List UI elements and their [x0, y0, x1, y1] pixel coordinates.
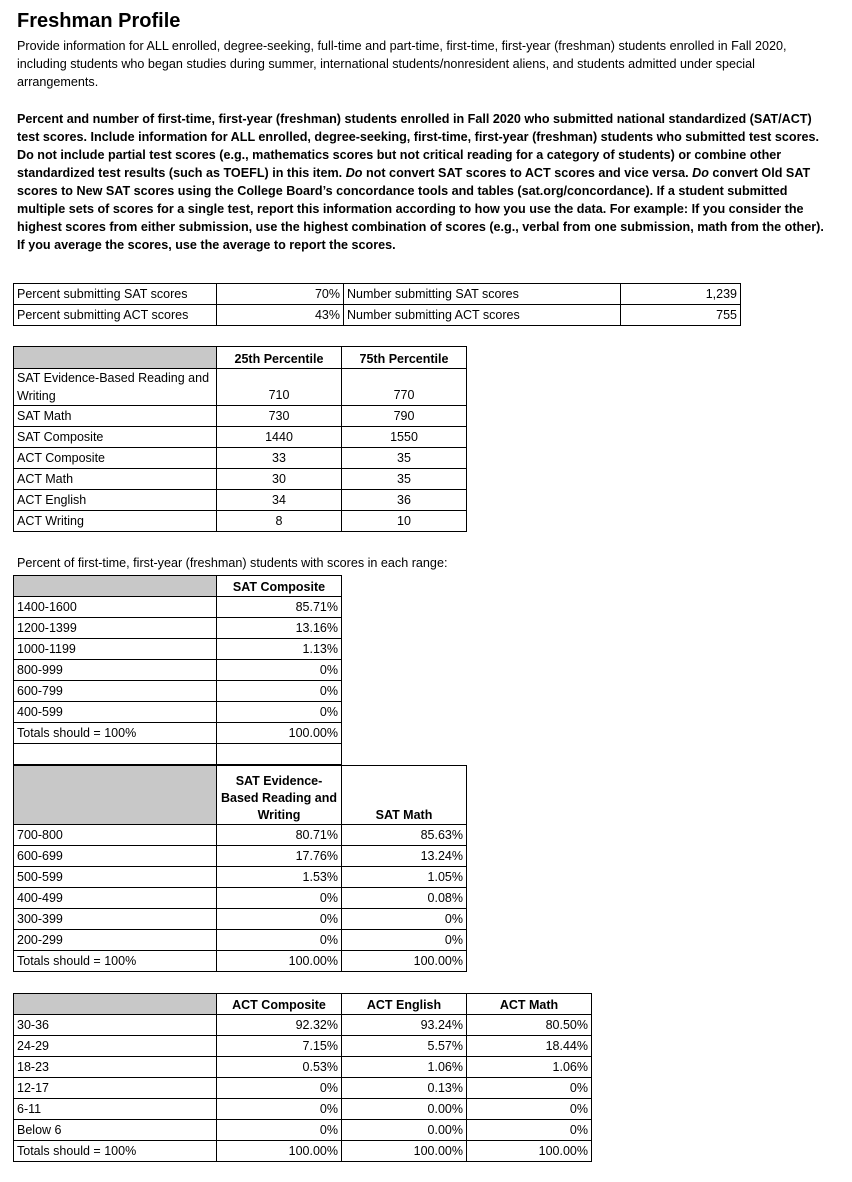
table-row [14, 681, 342, 702]
english-value: 1.06% [342, 1057, 467, 1078]
composite-value: 0% [217, 1120, 342, 1141]
math-value: 0% [467, 1099, 592, 1120]
table-row [14, 490, 467, 511]
table-row [14, 1057, 592, 1078]
p25-value: 30 [217, 469, 342, 490]
p25-value: 710 [217, 369, 342, 406]
english-value: 0.00% [342, 1120, 467, 1141]
range-label: 400-599 [14, 702, 217, 723]
math-value: 80.50% [467, 1015, 592, 1036]
math-value: 85.63% [342, 825, 467, 846]
math-value: 1.05% [342, 867, 467, 888]
math-value: 18.44% [467, 1036, 592, 1057]
header-act-composite: ACT Composite [217, 994, 342, 1015]
composite-value: 100.00% [217, 1141, 342, 1162]
composite-value: 0% [217, 1099, 342, 1120]
submit-sat-label: Percent submitting SAT scores [14, 284, 217, 305]
range-label: 600-799 [14, 681, 217, 702]
table-row [14, 618, 342, 639]
table-row [14, 1141, 592, 1162]
table-row [14, 369, 467, 406]
ebrw-value: 0% [217, 930, 342, 951]
sat-composite-table [13, 575, 342, 765]
ebrw-value: 80.71% [217, 825, 342, 846]
composite-value: 0.53% [217, 1057, 342, 1078]
table-row [14, 305, 741, 326]
table-row [14, 702, 342, 723]
sat-sections-table [13, 765, 467, 972]
percentiles-table [13, 346, 467, 532]
math-value: 13.24% [342, 846, 467, 867]
submit-act-label: Percent submitting ACT scores [14, 305, 217, 326]
submit-sat-number: 1,239 [621, 284, 741, 305]
table-row [14, 639, 342, 660]
header-act-english: ACT English [342, 994, 467, 1015]
range-value: 100.00% [217, 723, 342, 744]
range-value: 1.13% [217, 639, 342, 660]
table-row [14, 888, 467, 909]
english-value: 0.00% [342, 1099, 467, 1120]
instructions-do-2: Do [692, 166, 709, 180]
range-label: 24-29 [14, 1036, 217, 1057]
math-value: 0% [467, 1078, 592, 1099]
sat-composite-corner [14, 576, 217, 597]
row-label: SAT Math [14, 406, 217, 427]
p25-value: 34 [217, 490, 342, 511]
table-row [14, 723, 342, 744]
p25-value: 1440 [217, 427, 342, 448]
ebrw-value: 0% [217, 909, 342, 930]
table-row [14, 744, 342, 765]
range-value: 0% [217, 702, 342, 723]
instructions-part-3: convert Old SAT scores to New SAT scores using the College Board’s concordance tools and tables (sat.org/concordance). If a student submitted multiple sets of scores for a single test, report this information according to how you use the data. For example: If you consider the highest scores from either submission, use the highest combination of scores (e.g., verbal from one submission, math from the other). If you average the scores, use the average to report the scores. [17, 166, 824, 252]
range-label: 300-399 [14, 909, 217, 930]
table-row [14, 951, 467, 972]
english-value: 100.00% [342, 1141, 467, 1162]
range-label: 1200-1399 [14, 618, 217, 639]
math-value: 0% [342, 909, 467, 930]
p75-value: 36 [342, 490, 467, 511]
table-row [14, 1015, 592, 1036]
p25-value: 8 [217, 511, 342, 532]
table-row [14, 1120, 592, 1141]
range-label: 600-699 [14, 846, 217, 867]
ebrw-value: 1.53% [217, 867, 342, 888]
submit-sat-num-label: Number submitting SAT scores [344, 284, 621, 305]
table-row [14, 825, 467, 846]
math-value: 100.00% [467, 1141, 592, 1162]
ebrw-value: 17.76% [217, 846, 342, 867]
range-label: 6-11 [14, 1099, 217, 1120]
p25-value: 730 [217, 406, 342, 427]
row-label: SAT Evidence-Based Reading and Writing [14, 369, 217, 406]
table-row [14, 930, 467, 951]
table-row [14, 846, 467, 867]
ebrw-value: 100.00% [217, 951, 342, 972]
instructions-part-2: not convert SAT scores to ACT scores and vice versa. [362, 166, 693, 180]
submit-act-number: 755 [621, 305, 741, 326]
header-sat-math: SAT Math [342, 766, 467, 825]
english-value: 0.13% [342, 1078, 467, 1099]
row-label: ACT Math [14, 469, 217, 490]
table-row [14, 448, 467, 469]
p75-value: 1550 [342, 427, 467, 448]
table-row [14, 597, 342, 618]
header-sat-ebrw: SAT Evidence-Based Reading and Writing [217, 766, 342, 825]
range-label: 400-499 [14, 888, 217, 909]
range-label: 700-800 [14, 825, 217, 846]
table-row [14, 1078, 592, 1099]
composite-value: 7.15% [217, 1036, 342, 1057]
range-label: 800-999 [14, 660, 217, 681]
range-value: 13.16% [217, 618, 342, 639]
math-value: 100.00% [342, 951, 467, 972]
row-label: ACT Composite [14, 448, 217, 469]
table-row [14, 511, 467, 532]
range-label: 18-23 [14, 1057, 217, 1078]
range-label: Totals should = 100% [14, 1141, 217, 1162]
header-25th: 25th Percentile [217, 347, 342, 369]
range-label: Totals should = 100% [14, 951, 217, 972]
submitting-table [13, 283, 741, 326]
instructions-do-1: Do [345, 166, 363, 180]
table-row [14, 909, 467, 930]
row-label: SAT Composite [14, 427, 217, 448]
range-label: 30-36 [14, 1015, 217, 1036]
spacer-cell [14, 744, 217, 765]
row-label: ACT English [14, 490, 217, 511]
table-row [14, 994, 592, 1015]
header-act-math: ACT Math [467, 994, 592, 1015]
table-row [14, 347, 467, 369]
math-value: 0.08% [342, 888, 467, 909]
p75-value: 790 [342, 406, 467, 427]
range-caption: Percent of first-time, first-year (freshman) students with scores in each range: [17, 556, 448, 570]
submit-sat-percent: 70% [217, 284, 344, 305]
row-label: ACT Writing [14, 511, 217, 532]
submit-act-percent: 43% [217, 305, 344, 326]
composite-value: 0% [217, 1078, 342, 1099]
spacer-cell [217, 744, 342, 765]
table-row [14, 576, 342, 597]
table-row [14, 406, 467, 427]
composite-value: 92.32% [217, 1015, 342, 1036]
range-value: 0% [217, 681, 342, 702]
ebrw-value: 0% [217, 888, 342, 909]
english-value: 5.57% [342, 1036, 467, 1057]
p75-value: 35 [342, 448, 467, 469]
range-label: 12-17 [14, 1078, 217, 1099]
submit-act-num-label: Number submitting ACT scores [344, 305, 621, 326]
p75-value: 770 [342, 369, 467, 406]
p75-value: 10 [342, 511, 467, 532]
range-label: 200-299 [14, 930, 217, 951]
page-title: Freshman Profile [17, 10, 181, 32]
instructions-text [17, 110, 832, 254]
header-sat-composite: SAT Composite [217, 576, 342, 597]
math-value: 1.06% [467, 1057, 592, 1078]
table-row [14, 284, 741, 305]
table-row [14, 427, 467, 448]
english-value: 93.24% [342, 1015, 467, 1036]
intro-text: Provide information for ALL enrolled, degree-seeking, full-time and part-time, first-time, first-year (freshman) students enrolled in Fall 2020, including students who began studies during summer, international students/nonresident aliens, and students admitted under special arrangements. [17, 39, 787, 89]
percentiles-corner [14, 347, 217, 369]
range-label: 1400-1600 [14, 597, 217, 618]
table-row [14, 867, 467, 888]
table-row [14, 766, 467, 825]
range-label: Totals should = 100% [14, 723, 217, 744]
sat-sections-corner [14, 766, 217, 825]
act-table [13, 993, 592, 1162]
p75-value: 35 [342, 469, 467, 490]
range-value: 0% [217, 660, 342, 681]
range-label: Below 6 [14, 1120, 217, 1141]
range-label: 500-599 [14, 867, 217, 888]
table-row [14, 1036, 592, 1057]
act-corner [14, 994, 217, 1015]
table-row [14, 1099, 592, 1120]
p25-value: 33 [217, 448, 342, 469]
header-75th: 75th Percentile [342, 347, 467, 369]
math-value: 0% [342, 930, 467, 951]
range-value: 85.71% [217, 597, 342, 618]
instructions-part-1: Percent and number of first-time, first-year (freshman) students enrolled in Fall 2020 who submitted national standardized (SAT/ACT) test scores. Include information for ALL enrolled, degree-seeking, first-time, first-year (freshman) students who submitted test scores. Do not include partial test scores (e.g., mathematics scores but not critical reading for a category of students) or combine other standardized test results (such as TOEFL) in this item. [17, 112, 819, 180]
table-row [14, 660, 342, 681]
range-label: 1000-1199 [14, 639, 217, 660]
table-row [14, 469, 467, 490]
math-value: 0% [467, 1120, 592, 1141]
